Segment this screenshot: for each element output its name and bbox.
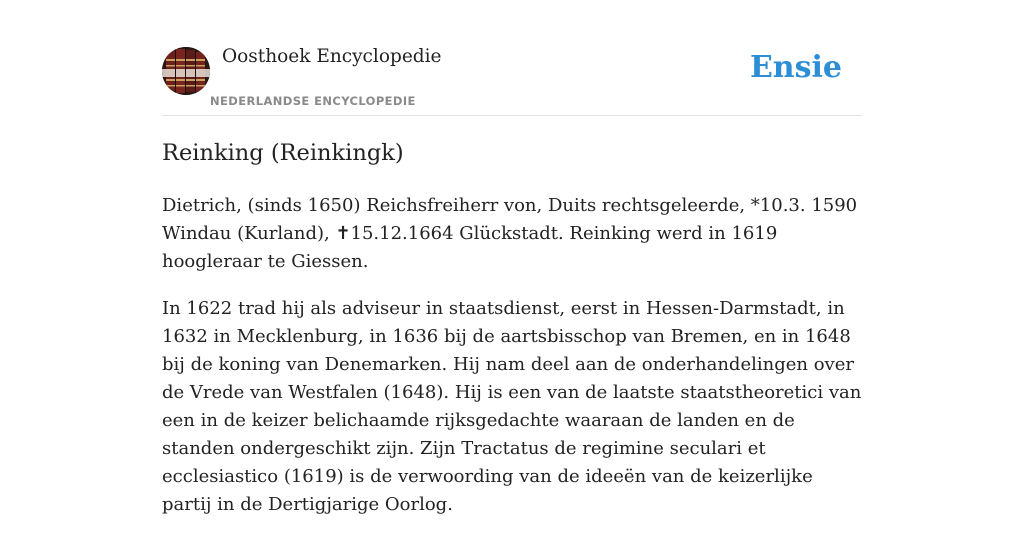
article-paragraph: Dietrich, (sinds 1650) Reichsfreiherr von, Duits rechtsgeleerde, *10.3. 1590 Windau (Kurland), ✝15.12.1664 Glückstadt. Reinking werd in 1619 hoogleraar te Giessen.	[162, 195, 858, 272]
brand-logo-link[interactable]: Ensie	[749, 50, 842, 85]
article-title: Reinking (Reinkingk)	[162, 140, 404, 166]
page	[162, 0, 862, 515]
site-title[interactable]: Oosthoek Encyclopedie	[222, 46, 442, 67]
article-paragraph: In 1622 trad hij als adviseur in staatsdienst, eerst in Hessen-Darmstadt, in 1632 in Mecklenburg, in 1636 bij de aartsbisschop van Bremen, en in 1648 bij de koning van Denemarken. Hij nam deel aan de onderhandelingen over de Vrede van Westfalen (1648). Hij is een van de laatste staatstheoretici van een in de keizer belichaamde rijksgedachte waaraan de landen en de standen ondergeschikt zijn. Zijn Tractatus de regimine seculari et ecclesiastico (1619) is de verwoording van de ideeën van de keizerlijke partij in de Dertigjarige Oorlog.	[162, 298, 862, 515]
site-header	[162, 44, 862, 116]
book-spines-icon[interactable]	[162, 47, 210, 95]
article-body	[162, 192, 862, 538]
site-subtitle: NEDERLANDSE ENCYCLOPEDIE	[210, 94, 416, 108]
